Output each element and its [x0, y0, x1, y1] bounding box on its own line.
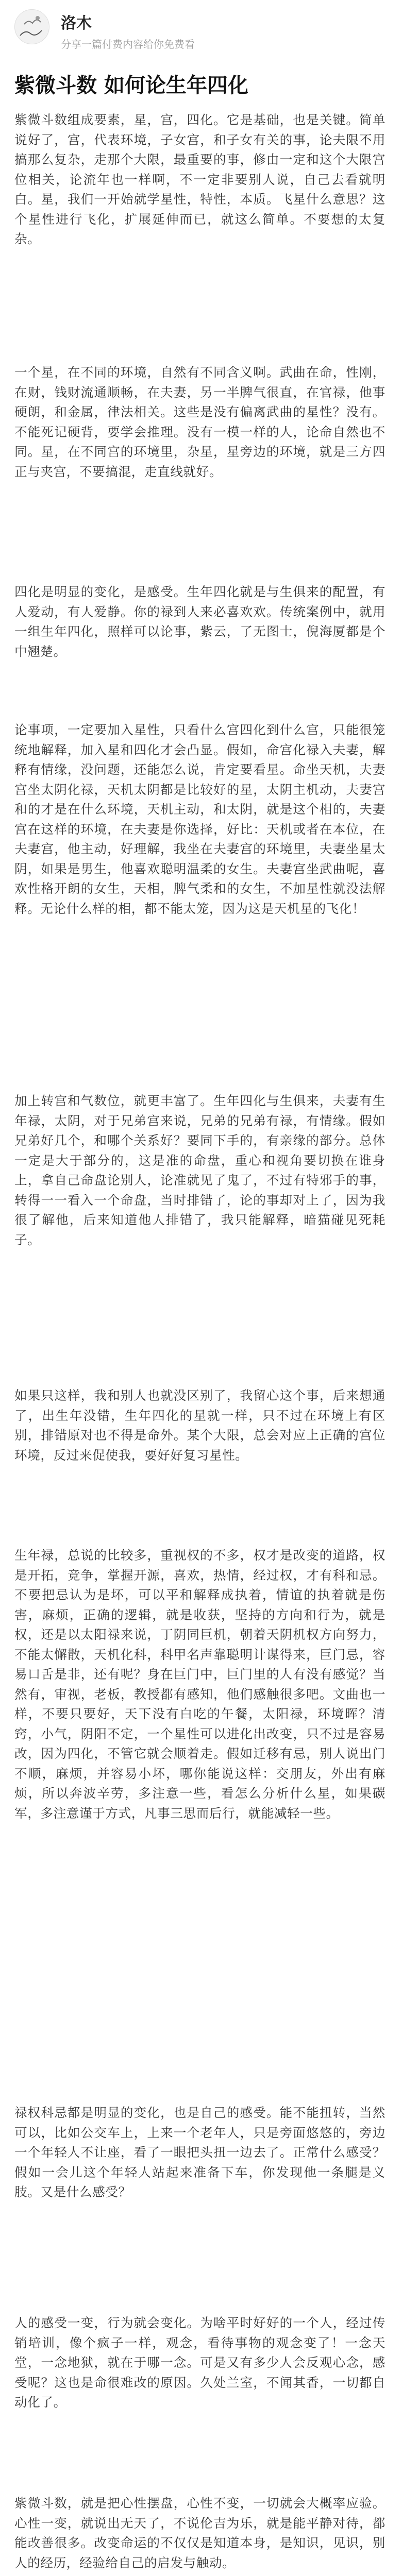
avatar[interactable] [14, 9, 49, 44]
paragraph-10: 紫微斗数，就是把心性摆盘，心性不变，一切就会大概率应验。心性一变，就说出无天了，不说伦吉为乐，就是能平静对待，都能改善很多。改变命运的不仅仅是知道本身，是知识，见识，别人的经历，经验给自己的启发与触动。 [14, 2496, 386, 2570]
author-header [0, 0, 402, 58]
paragraph-2: 一个星，在不同的环境，自然有不同含义啊。武曲在命，性刚，在财，钱财流通顺畅，在夫妻，另一半脾气很直，在官禄，他事硬朗，和金属，律法相关。这些是没有偏离武曲的星性？没有。不能死记硬背，要学会推理。没有一模一样的人，论命自然也不同。星，在不同宫的环境里，杂星，星旁边的环境，就是三方四正与夹宫，不要搞混，走直线就好。 [14, 365, 386, 479]
paragraph-4: 论事项，一定要加入星性，只看什么宫四化到什么宫，只能很笼统地解释，加入星和四化才会凸显。假如，命宫化禄入夫妻，解释有情缘，没问题，还能怎么说，肯定要看星。命坐天机，夫妻宫坐太阴化禄，天机太阴都是比较好的星，太阴主机动，夫妻宫和的才是在什么环境，天机主动，和太阴，就是这个相的，夫妻宫在这样的环境，在夫妻是你选择，好比：天机或者在本位，在夫妻宫，他主动，好理解，我坐在夫妻宫的环境里，夫妻坐星太阴，如果是男生，他喜欢聪明温柔的女生。夫妻宫坐武曲呢，喜欢性格开朗的女生，天相，脾气柔和的女生，不加星性就没法解释。无论什么样的相，都不能太笼，因为这是天机星的飞化！ [14, 722, 386, 916]
paragraph-6: 如果只这样，我和别人也就没区别了，我留心这个事，后来想通了，出生年没错，生年四化的星就一样，只不过在环境上有区别，排错原对也不得是命外。某个大限，总会对应上正确的宫位环境，反过来促使我，要好好复习星性。 [14, 1388, 386, 1463]
paragraph-1: 紫微斗数组成要素，星，宫，四化。它是基础，也是关键。简单说好了，宫，代表环境，子女宫，和子女有关的事，论夫限不用搞那么复杂，走那个大限，最重要的事，修由一定和这个大限宫位相关，论流年也一样啊，不一定非要别人说，自己去看就明白。星，我们一开始就学星性，特性，本质。飞星什么意思？这个星性进行飞化，扩展延伸而已，就这么简单。不要想的太复杂。 [14, 112, 386, 246]
paragraph-8: 禄权科忌都是明显的变化，也是自己的感受。能不能扭转，当然可以，比如公交车上，上来一个老年人，只是旁面悠悠的，旁边一个年轻人不让座，看了一眼把头扭一边去了。正常什么感受？假如一会儿这个年轻人站起来准备下车，你发现他一条腿是义肢。又是什么感受？ [14, 2105, 386, 2199]
author-subtitle: 分享一篇付费内容给你免费看 [61, 38, 195, 50]
author-name[interactable]: 洛木 [61, 14, 92, 32]
paragraph-7: 生年禄，总说的比较多，重视权的不多，权才是改变的道路，权是开拓，竞争，掌握开源，喜欢，热情，经过权，才有科和忌。不要把忌认为是坏，可以平和解释成执着，情谊的执着就是伤害，麻烦，正确的逻辑，就是收获，坚持的方向和行为，就是权，还是以太阳禄来说，丁阴同巨机，朝着天阴机权方向努力，不能太懈散，天机化科，科甲名声靠聪明计谋得来，巨门忌，容易口舌是非，还有呢？身在巨门中，巨门里的人有没有感觉？当然有，审视，老板，教授都有感知，他们感触很多吧。文曲也一样，不要只要好，天下没有白吃的午餐，太阳禄，环境晖？清窍，小气，阴阳不定，一个星性可以进化出改变，只不过是容易改，因为四化，不管它就会顺着走。假如迁移有忌，别人说出门不顺，麻烦，并容易小坏，哪你能说这样：交朋友，外出有麻烦，所以奔波辛劳，多注意一些，看怎么分析什么星，如果碳军，多注意谨于方式，凡事三思而后行，就能减轻一些。 [14, 1548, 386, 1821]
avatar-icon [15, 10, 49, 44]
article-title: 紫微斗数 如何论生年四化 [14, 74, 248, 97]
paragraph-5: 加上转宫和气数位，就更丰富了。生年四化与生俱来，夫妻有生年禄，太阴，对于兄弟宫来说，兄弟的兄弟有禄，有情缘。假如兄弟好几个，和哪个关系好？要同下手的，有亲缘的部分。总体一定是大于部分的，这是准的命盘，重心和视角要切换在谁身上，拿自己命盘论别人，论准就见了鬼了，不过有特邪手的事，转得一一看入一个命盘，当时排错了，论的事却对上了，因为我很了解他，后来知道他人排错了，我只能解释，暗猫碰见死耗子。 [14, 1093, 386, 1247]
paragraph-3: 四化是明显的变化，是感受。生年四化就是与生俱来的配置，有人爱动，有人爱静。你的禄到人来必喜欢欢。传统案例中，就用一组生年四化，照样可以论事，紫云，了无图士，倪海厦都是个中翘楚。 [14, 584, 386, 659]
paragraph-9: 人的感受一变，行为就会变化。为啥平时好好的一个人，经过传销培训，像个疯子一样，观念，看待事物的观念变了！一念天堂，一念地狱，就在于哪一念。可是又有多少人会反观心念，感受呢？这也是命很难改的原因。久处兰室，不闻其香，一切都自动化了。 [14, 2315, 386, 2410]
